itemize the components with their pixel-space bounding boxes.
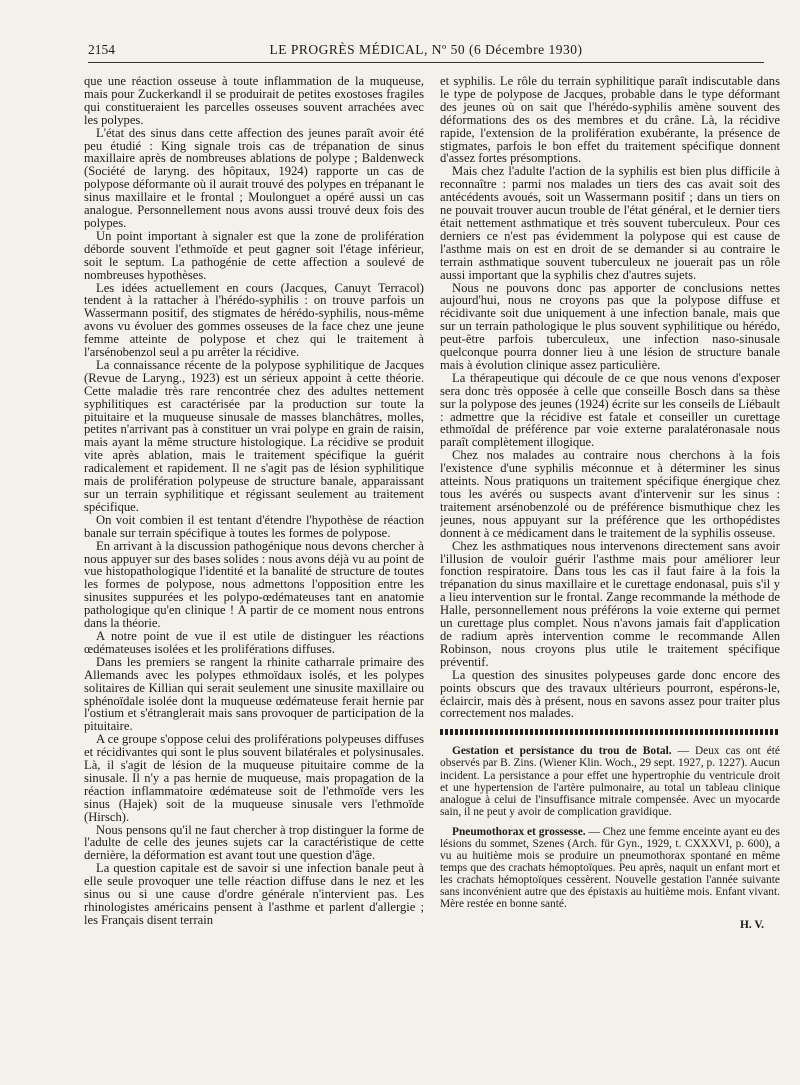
- left-column: [84, 75, 424, 1075]
- right-column: [440, 75, 780, 1075]
- left-paragraph: Nous pensons qu'il ne faut chercher à trop distinguer la forme de l'adulte de celle des jeunes sujets car la caractéristique de cette dernière, la déformation est avant tout une question d'âge.: [84, 822, 424, 863]
- left-paragraph: La question capitale est de savoir si une infection banale peut à elle seule provoquer une telle réaction diffuse dans le nez et les sinus ou si une cause d'ordre générale n'intervient pas. Les rhinologistes américains pensent à l'asthme et parlent d'allergie ; les Français disent terrain: [84, 861, 424, 927]
- right-paragraph: Nous ne pouvons donc pas apporter de conclusions nettes aujourd'hui, nous ne croyons pas que la polypose diffuse et récidivante soit due uniquement à une infection banale, mais que sur un terrain pathologique le plus souvent syphilitique ou hérédo, peut-être parfois tuberculeux, une infection naso-sinusale quelconque pourra donner lieu à une lésion de structure banale mais à évolution clinique assez particulière.: [440, 280, 780, 372]
- abstract-text: — Chez une femme enceinte ayant eu des lésions du sommet, Szenes (Arch. für Gyn., 1929, t. CXXXVI, p. 600), a vu au huitième mois se produire un pneumothorax spontané en même temps que des crachats hémoptoïques. Peu après, naquit un enfant mort et les crachats hémoptoïques cessèrent. Nouvelle gestation l'année suivante sans inconvénient autre que des épistaxis au huitième mois. Enfant vivant. Mère restée en bonne santé.: [440, 825, 780, 911]
- page-header: [88, 40, 764, 63]
- right-paragraph: La thérapeutique qui découle de ce que nous venons d'exposer sera donc très opposée à celle que conseille Bosch dans sa thèse sur la polypose des jeunes (1924) écrite sur les conseils de Liébault : admettre que la récidive est fatale et conseiller un curettage ethmoïdal de préférence par voie externe paralatéronasale nous paraît complètement illogique.: [440, 370, 780, 450]
- abstract-title: Gestation et persistance du trou de Botal.: [452, 745, 672, 758]
- left-paragraph: que une réaction osseuse à toute inflammation de la muqueuse, mais pour Zuckerkandl il se produirait de petites exostoses fragiles qui constitueraient les parcelles osseuses souvent arrachées avec les polypes.: [84, 75, 424, 127]
- left-paragraph: Dans les premiers se rangent la rhinite catharrale primaire des Allemands avec les polypes ethmoïdaux isolés, et les polypes solitaires de Killian qui serait seulement une sinusite maxillaire ou sphénoïdale isolée dont la muqueuse œdémateuse ferait hernie par l'ostium et s'étranglerait mais sans provoquer de participation de la pituitaire.: [84, 654, 424, 734]
- left-paragraph: La connaissance récente de la polypose syphilitique de Jacques (Revue de Laryng., 1923) est un sérieux appoint à cette théorie. Cette maladie très rare rencontrée chez des adultes nettement syphilitiques est caractérisée par la production sur toute la pituitaire et la muqueuse sinusale de masses blanchâtres, molles, petites n'arrivant pas à constituer un vrai polype en grain de raisin, mais ayant la même structure histologique. La récidive se produit vite après ablation, mais le traitement spécifique la guérit radicalement et rapidement. Il ne s'agit pas de lésion syphilitique mais de prolifération polypeuse de structure banale, apparaissant sur un terrain syphilitique et régissant seulement au traitement spécifique.: [84, 357, 424, 514]
- right-paragraph: Mais chez l'adulte l'action de la syphilis est bien plus difficile à reconnaître : parmi nos malades un tiers des cas avait soit des antécédents avoués, soit un Wassermann positif ; dans un tiers on ne pouvait trouver aucun trouble de l'état général, et le dernier tiers était nettement asthmatique et très souvent tuberculeux. Pour ces derniers ce n'est pas évidemment la polypose qui est cause de l'asthme mais on est en droit de se demander si au contraire le terrain asthmatique souvent tuberculeux ne jouerait pas un rôle aussi important que la syphilis chez d'autres sujets.: [440, 164, 780, 282]
- right-paragraph: Chez les asthmatiques nous intervenons directement sans avoir l'illusion de vouloir guérir l'asthme mais pour améliorer leur fonction respiratoire. Dans tous les cas il faut faire à la fois la trépanation du sinus maxillaire et le curettage endonasal, puis s'il y a lieu intervention sur le frontal. Zange recommande la méthode de Halle, personnellement nous préférons la voie externe qui permet un curettage plus complet. Nous n'avons jamais fait d'application de radium après intervention comme le recommande Allen Robinson, nous croyons plus utile le traitement spécifique préventif.: [440, 538, 780, 669]
- right-paragraph: Chez nos malades au contraire nous cherchons à la fois l'existence d'une syphilis méconnue et à déterminer les sinus atteints. Nous pratiquons un traitement spécifique énergique chez tous les avérés ou suspects avant d'intervenir sur les sinus : traitement arsénobenzolé ou de préférence bismuthique chez les jeunes, nous appuyant sur la préférence que les orthopédistes donnent à ce médicament dans le traitement de la syphilis osseuse.: [440, 448, 780, 540]
- abstract-text: — Deux cas ont été observés par B. Zins. (Wiener Klin. Woch., 29 sept. 1927, p. 1227). Aucun incident. La persistance a pour effet une hypertrophie du ventricule droit et une hypertension de l'artère pulmonaire, au total un tableau clinique analogue à celui de l'insuffisance mitrale compensée. Avec un myocarde sain, il ne peut y avoir de complication gravidique.: [440, 745, 780, 818]
- abstract-title: Pneumothorax et grossesse.: [452, 825, 586, 838]
- left-paragraph: A notre point de vue il est utile de distinguer les réactions œdémateuses isolées et les proliférations diffuses.: [84, 628, 424, 656]
- right-paragraph: La question des sinusites polypeuses garde donc encore des points obscurs que des travaux ultérieurs pourront, espérons-le, éclaircir, mais dès à présent, nous en savons assez pour traiter plus correctement nos malades.: [440, 667, 780, 721]
- left-paragraph: L'état des sinus dans cette affection des jeunes paraît avoir été peu étudié : King signale trois cas de trépanation de sinus maxillaire après de nombreuses ablations de polype ; Baldenweck (Société de laryng. des hôpitaux, 1924) rapporte un cas de polypose déformante où il aurait trouvé des polypes en trépanant le sinus maxillaire et le frontal ; Moulonguet a opéré aussi un cas analogue. Personnellement nous avons aussi trouvé deux fois des polypes.: [84, 125, 424, 230]
- right-paragraph: et syphilis. Le rôle du terrain syphilitique paraît indiscutable dans le type de polypose de Jacques, probable dans le type déformant des jeunes où on sait que l'hérédo-syphilis amène souvent des déformations des os des membres et du crâne. Là, la récidive rapide, l'extension de la prolifération exubérante, la présence de stigmates, parfois le bon effet du traitement spécifique donnent d'assez fortes présomptions.: [440, 75, 780, 166]
- right-column-article: [440, 75, 780, 720]
- left-paragraph: A ce groupe s'oppose celui des proliférations polypeuses diffuses et récidivantes qui sont le plus souvent bilatérales et polysinusales. Là, il s'agit de lésion de la muqueuse pituitaire comme de la sinusale. Il n'y a pas hernie de muqueuse, mais propagation de la réaction inflammatoire œdémateuse soit de l'ethmoïde vers les sinus (Hajek) soit de la muqueuse sinusale vers l'ethmoïde (Hirsch).: [84, 732, 424, 824]
- running-title: LE PROGRÈS MÉDICAL, Nº 50 (6 Décembre 1930): [269, 42, 583, 57]
- section-divider: [440, 729, 780, 735]
- page-number: 2154: [88, 42, 115, 57]
- left-paragraph: En arrivant à la discussion pathogénique nous devons chercher à nous appuyer sur des bases solides : nous avons déjà vu au point de vue histopathologique l'identité et la banalité de structure de toutes les formes de polypose, nous admettons l'opposition entre les sinusites suppurées et les polypo-œdémateuses tant en anatomie pathologique qu'en clinique ! A partir de ce moment nous entrons dans la théorie.: [84, 538, 424, 631]
- abstract-entry: [440, 745, 780, 818]
- left-paragraph: Les idées actuellement en cours (Jacques, Canuyt Terracol) tendent à la rattacher à l'hérédo-syphilis : on trouve parfois un Wassermann positif, des stigmates de hérédo-syphilis, nous-même avons vu évoluer des gommes osseuses de la face chez une jeune femme atteinte de polypose et chez qui le traitement à l'arsénobenzol seul a pu arrêter la récidive.: [84, 280, 424, 360]
- abstracts-section: [440, 745, 780, 910]
- author-signature: H. V.: [740, 918, 764, 931]
- abstract-entry: [440, 826, 780, 911]
- left-paragraph: On voit combien il est tentant d'étendre l'hypothèse de réaction banale sur terrain spécifique à toutes les formes de polypose.: [84, 512, 424, 540]
- left-paragraph: Un point important à signaler est que la zone de prolifération déborde souvent l'ethmoïde et peut gagner soit l'étage inférieur, soit le septum. La pathogénie de cette affection a soulevé de nombreuses hypothèses.: [84, 228, 424, 282]
